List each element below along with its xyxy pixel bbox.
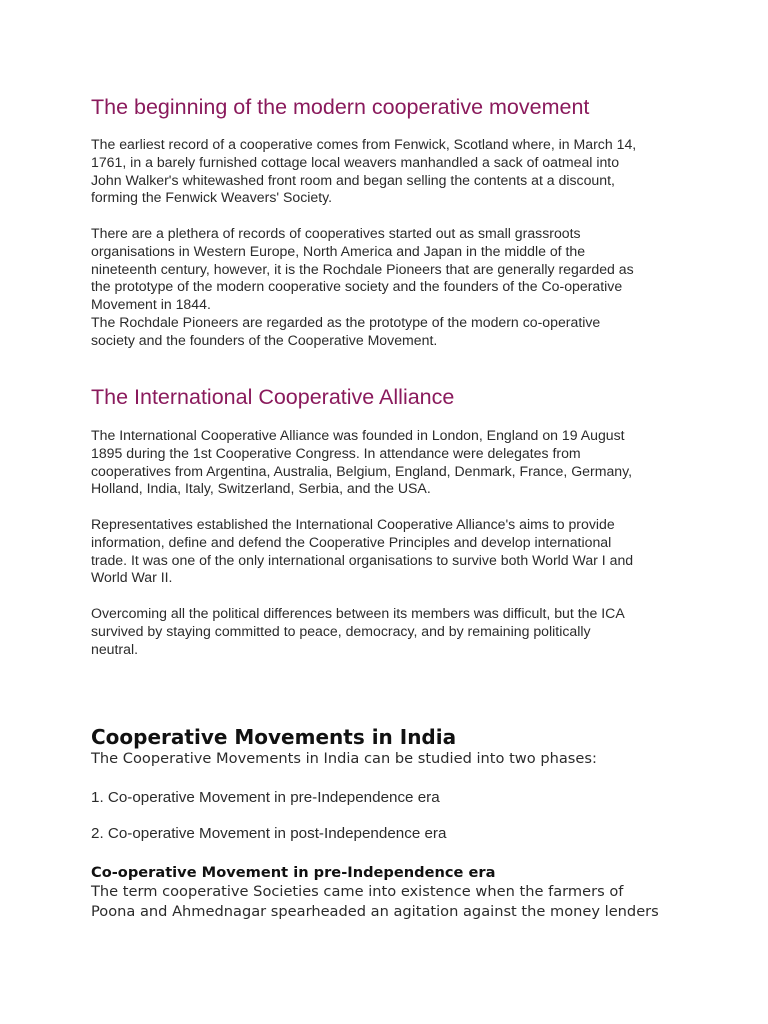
paragraph-ica-political <box>91 605 691 658</box>
text-line: the prototype of the modern cooperative society and the founders of the Co-operative <box>91 278 623 295</box>
text-line: There are a plethera of records of cooperatives started out as small grassroots <box>91 225 581 241</box>
text-line: The term cooperative Societies came into existence when the farmers of <box>91 883 624 900</box>
paragraph-india-intro: The Cooperative Movements in India can be studied into two phases: <box>91 750 597 767</box>
section-heading-india: Cooperative Movements in India <box>91 725 457 749</box>
paragraph-fenwick <box>91 136 691 207</box>
paragraph-ica-founding <box>91 427 691 498</box>
text-line: 1895 during the 1st Cooperative Congress. In attendance were delegates from <box>91 444 581 461</box>
text-line: neutral. <box>91 640 139 657</box>
section-heading-modern-cooperative: The beginning of the modern cooperative movement <box>91 95 590 119</box>
text-line: Holland, India, Italy, Switzerland, Serbia, and the USA. <box>91 480 431 497</box>
text-line: Poona and Ahmednagar spearheaded an agitation against the money lenders <box>91 903 659 920</box>
text-line: Overcoming all the political differences between its members was difficult, but the ICA <box>91 605 625 621</box>
text-line: The International Cooperative Alliance was founded in London, England on 19 August <box>91 427 625 443</box>
paragraph-rochdale <box>91 225 691 350</box>
text-line: Representatives established the International Cooperative Alliance's aims to provide <box>91 516 615 532</box>
subheading-pre-independence: Co-operative Movement in pre-Independence era <box>91 864 496 881</box>
text-line: organisations in Western Europe, North America and Japan in the middle of the <box>91 242 586 259</box>
paragraph-ica-aims <box>91 516 691 587</box>
text-line: cooperatives from Argentina, Australia, Belgium, England, Denmark, France, Germany, <box>91 462 633 479</box>
text-line: Movement in 1844. <box>91 296 211 313</box>
text-line: survived by staying committed to peace, democracy, and by remaining politically <box>91 622 591 639</box>
text-line: information, define and defend the Cooperative Principles and develop international <box>91 533 612 550</box>
list-item-post-independence: 2. Co-operative Movement in post-Independence era <box>91 825 447 842</box>
paragraph-pre-independence <box>91 882 691 922</box>
text-line: The earliest record of a cooperative comes from Fenwick, Scotland where, in March 14, <box>91 136 637 152</box>
text-line: 1761, in a barely furnished cottage local weavers manhandled a sack of oatmeal into <box>91 153 620 170</box>
text-line: trade. It was one of the only international organisations to survive both World War I and <box>91 551 634 568</box>
list-item-pre-independence: 1. Co-operative Movement in pre-Independence era <box>91 789 440 806</box>
section-heading-ica: The International Cooperative Alliance <box>91 385 455 409</box>
text-line: World War II. <box>91 569 173 586</box>
text-line: nineteenth century, however, it is the Rochdale Pioneers that are generally regarded as <box>91 260 634 277</box>
text-line: The Rochdale Pioneers are regarded as the prototype of the modern co-operative <box>91 313 601 330</box>
text-line: John Walker's whitewashed front room and began selling the contents at a discount, <box>91 171 615 188</box>
text-line: forming the Fenwick Weavers' Society. <box>91 189 333 206</box>
text-line: society and the founders of the Cooperative Movement. <box>91 331 438 348</box>
